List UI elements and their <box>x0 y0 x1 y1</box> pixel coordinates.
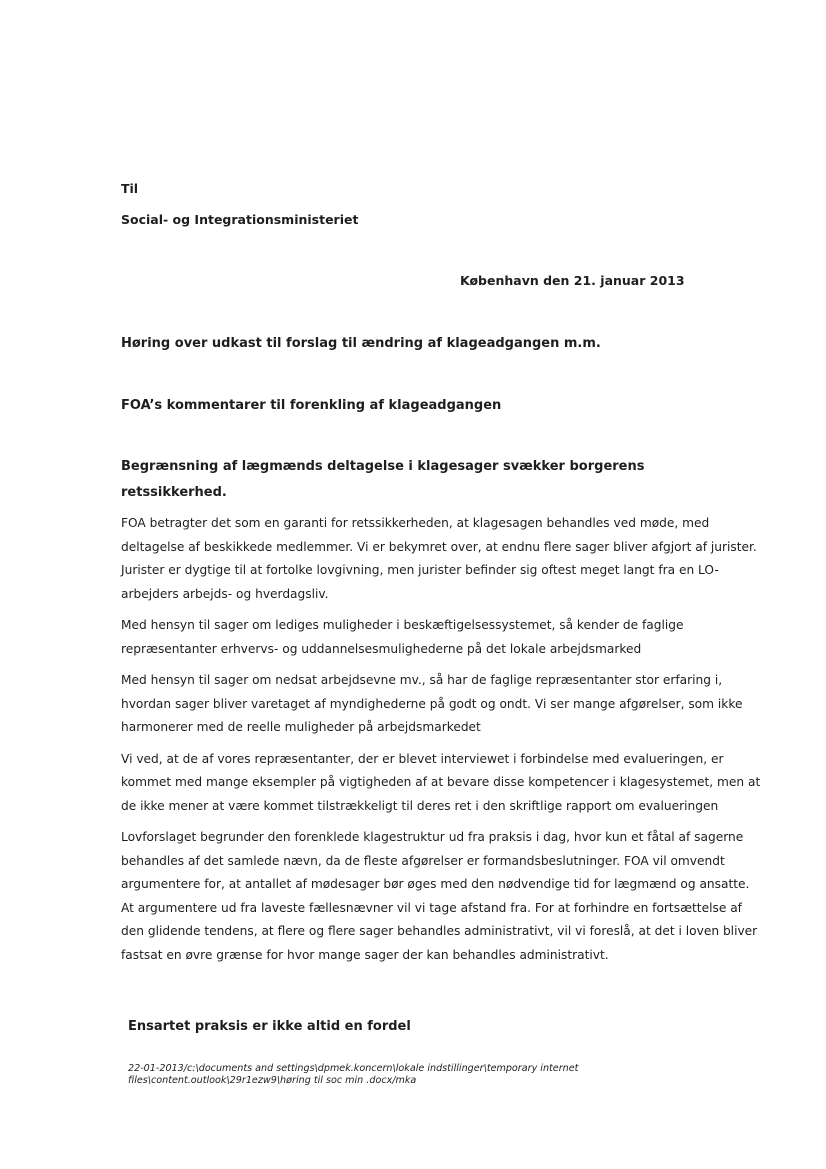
date-line: København den 21. januar 2013 <box>460 273 685 288</box>
paragraph: Lovforslaget begrunder den forenklede klagestruktur ud fra praksis i dag, hvor kun et fåtal af sagerne behandles af det samlede nævn, da de fleste afgørelser er formandsbeslutninger. FOA vil omvendt argumentere for, at antallet af mødesager bør øges med den nødvendige tid for lægmænd og ansatte. At argumentere ud fra laveste fællesnævner vil vi tage afstand fra. For at forhindre en fortsættelse af den glidende tendens, at flere og flere sager behandles administrativt, vil vi foreslå, at det i loven bliver fastsat en øvre grænse for hvor mange sager der kan behandles administrativt. <box>121 830 758 962</box>
section1-heading-line1: Begrænsning af lægmænds deltagelse i klagesager svækker borgerens <box>121 459 645 474</box>
paragraph: Med hensyn til sager om lediges muligheder i beskæftigelsessystemet, så kender de faglige repræsentanter erhvervs- og uddannelsesmulighederne på det lokale arbejdsmarked <box>121 618 684 656</box>
section1-heading-line2: retssikkerhed. <box>121 485 227 500</box>
section1-body <box>121 512 761 967</box>
recipient-to-label: Til <box>121 181 139 196</box>
recipient-organization: Social- og Integrationsministeriet <box>121 212 359 227</box>
section2-heading: Ensartet praksis er ikke altid en fordel <box>128 1019 411 1034</box>
paragraph: Vi ved, at de af vores repræsentanter, der er blevet interviewet i forbindelse med evalueringen, er kommet med mange eksempler på vigtigheden af at bevare disse kompetencer i klagesystemet, men at de ikke mener at være kommet tilstrækkeligt til deres ret i den skriftlige rapport om evalueringen <box>121 751 761 813</box>
paragraph: FOA betragter det som en garanti for retssikkerheden, at klagesagen behandles ved møde, med deltagelse af beskikkede medlemmer. Vi er bekymret over, at endnu flere sager bliver afgjort af jurister. Jurister er dygtige til at fortolke lovgivning, men jurister befinder sig oftest meget langt fra en LO-arbejders arbejds- og hverdagsliv. <box>121 516 757 601</box>
comments-heading: FOA’s kommentarer til forenkling af klageadgangen <box>121 398 502 413</box>
footer-path-line1: 22-01-2013/c:\documents and settings\dpmek.koncern\lokale indstillinger\temporary internet <box>128 1063 579 1074</box>
paragraph: Med hensyn til sager om nedsat arbejdsevne mv., så har de faglige repræsentanter stor erfaring i, hvordan sager bliver varetaget af myndighederne på godt og ondt. Vi ser mange afgørelser, som ikke harmonerer med de reelle muligheder på arbejdsmarkedet <box>121 673 743 734</box>
document-footer <box>128 1063 728 1087</box>
subject-heading: Høring over udkast til forslag til ændring af klageadgangen m.m. <box>121 336 601 351</box>
footer-path-line2: files\content.outlook\29r1ezw9\høring til soc min .docx/mka <box>128 1075 417 1086</box>
